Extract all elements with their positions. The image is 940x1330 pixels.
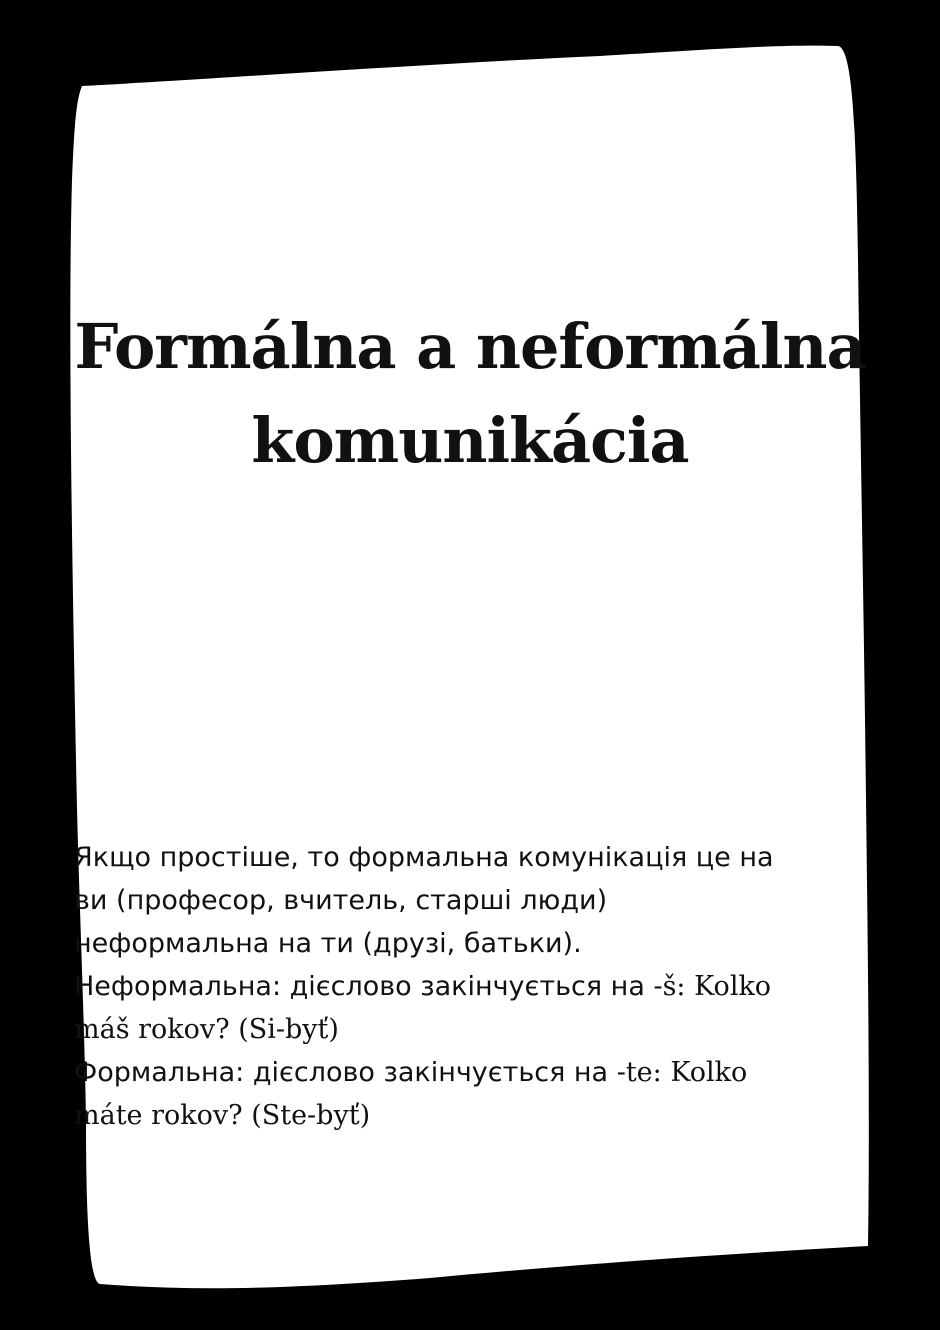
title-line-1: Formálna a neformálna	[74, 310, 866, 383]
informal-rule-text: Неформальна: дієслово закінчується на	[74, 971, 654, 1002]
informal-example: -š: Kolko	[653, 971, 772, 1002]
explanation-text	[74, 836, 854, 1137]
formal-example: -te: Kolko	[616, 1057, 748, 1088]
body-line-7: máte rokov? (Ste-byť)	[74, 1100, 371, 1131]
body-line-3: неформальна на ти (друзі, батьки).	[74, 928, 582, 959]
body-line-6	[74, 1051, 854, 1094]
body-line-2: ви (професор, вчитель, старші люди)	[74, 885, 608, 916]
body-line-1: Якщо простіше, то формальна комунікація це на	[74, 842, 774, 873]
formal-rule-text: Формальна: дієслово закінчується на	[74, 1057, 617, 1088]
body-line-4	[74, 965, 854, 1008]
title-line-2: komunikácia	[251, 404, 689, 477]
page-title	[60, 300, 880, 488]
body-line-5: máš rokov? (Si-byť)	[74, 1014, 339, 1045]
